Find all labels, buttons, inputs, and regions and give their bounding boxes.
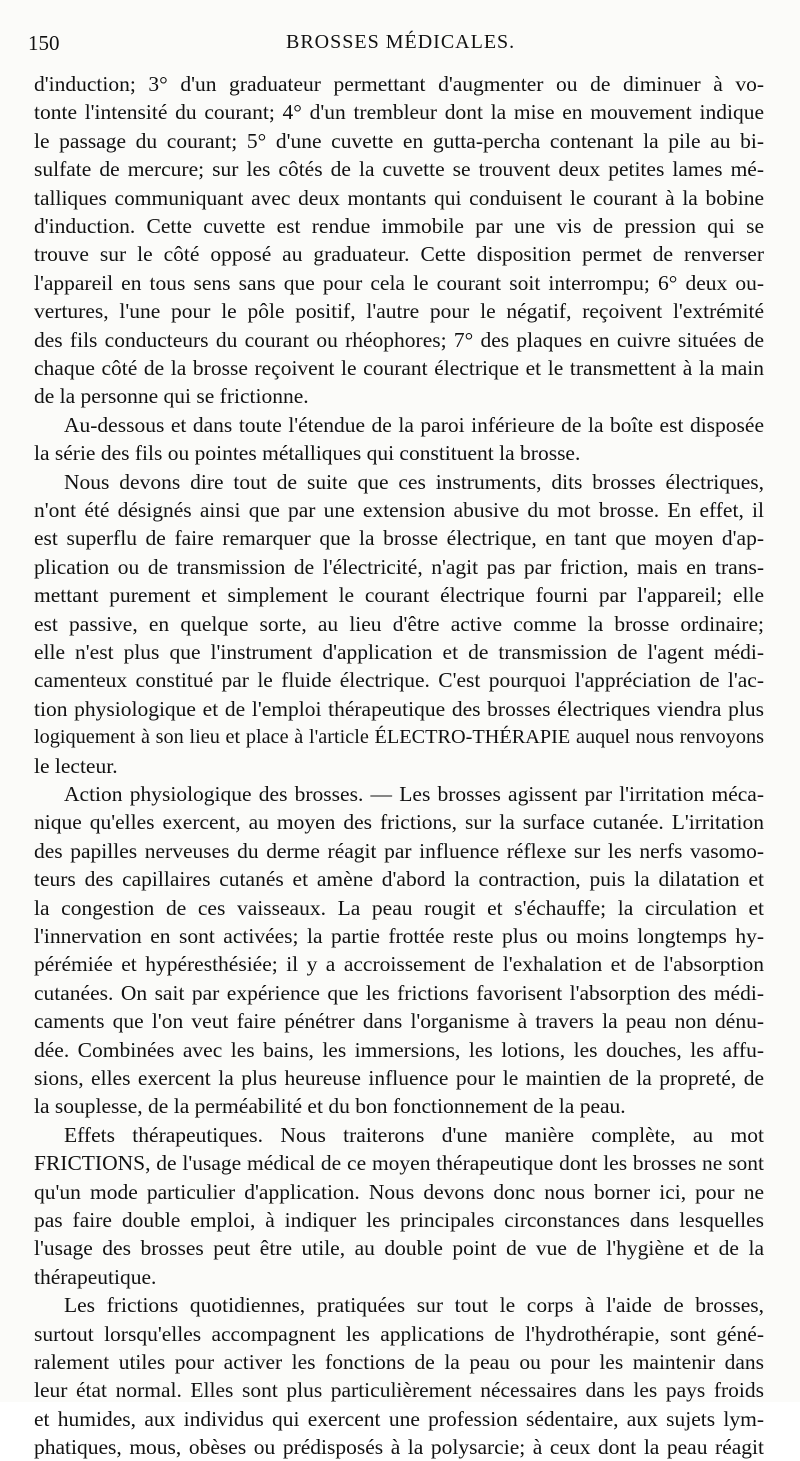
text-line: est superflu de faire remarquer que la brosse électrique, en tant que moyen d'ap- xyxy=(34,526,764,551)
text-line: vertures, l'une pour le pôle positif, l'autre pour le négatif, reçoivent l'extrémité xyxy=(34,299,764,324)
text-line: Effets thérapeutiques. Nous traiterons d'une manière complète, au mot xyxy=(64,1122,764,1147)
text-line: ralement utiles pour activer les fonctions de la peau ou pour les maintenir dans xyxy=(34,1350,764,1374)
text-line: surtout lorsqu'elles accompagnent les applications de l'hydrothérapie, sont géné- xyxy=(34,1321,764,1346)
text-line: pas faire double emploi, à indiquer les principales circonstances dans lesquelles xyxy=(34,1208,764,1232)
text-line: le lecteur. xyxy=(34,753,118,778)
text-line: est passive, en quelque sorte, au lieu d'être active comme la brosse ordinaire; xyxy=(34,611,764,636)
text-line: trouve sur le côté opposé au graduateur. Cette disposition permet de renverser xyxy=(34,242,764,267)
text-line: la série des fils ou pointes métalliques qui constituent la brosse. xyxy=(34,441,581,466)
text-line: logiquement à son lieu et place à l'article ÉLECTRO-THÉRAPIE auquel nous renvoyons xyxy=(34,726,764,749)
text-line: l'usage des brosses peut être utile, au double point de vue de l'hygiène et de la xyxy=(34,1236,764,1261)
running-title: BROSSES MÉDICALES. xyxy=(286,31,516,53)
text-line: Action physiologique des brosses. — Les brosses agissent par l'irritation méca- xyxy=(64,782,764,806)
text-line: de la personne qui se frictionne. xyxy=(34,384,309,409)
page-number: 150 xyxy=(28,31,60,55)
text-line: l'innervation en sont activées; la partie frottée reste plus ou moins longtemps hy- xyxy=(34,924,764,948)
text-line: le passage du courant; 5° d'une cuvette en gutta-percha contenant la pile au bi- xyxy=(34,128,764,153)
text-line: n'ont été désignés ainsi que par une extension abusive du mot brosse. En effet, il xyxy=(34,498,764,522)
text-line: l'appareil en tous sens sans que pour cela le courant soit interrompu; 6° deux ou- xyxy=(34,270,764,295)
text-line: FRICTIONS, de l'usage médical de ce moyen thérapeutique dont les brosses ne sont xyxy=(34,1151,764,1176)
text-line: Au-dessous et dans toute l'étendue de la paroi inférieure de la boîte est disposée xyxy=(64,412,764,437)
text-line: plication ou de transmission de l'électricité, n'agit pas par friction, mais en trans- xyxy=(34,554,764,579)
text-line: et humides, aux individus qui exercent une profession sédentaire, aux sujets lym- xyxy=(34,1406,764,1431)
text-line: la congestion de ces vaisseaux. La peau rougit et s'échauffe; la circulation et xyxy=(34,895,764,920)
text-line: elle n'est plus que l'instrument d'application et de transmission de l'agent médi- xyxy=(34,640,764,664)
text-line: des papilles nerveuses du derme réagit par influence réflexe sur les nerfs vasomo- xyxy=(34,838,764,863)
text-line: thérapeutique. xyxy=(34,1264,157,1289)
text-line: chaque côté de la brosse reçoivent le courant électrique et le transmettent à la main xyxy=(34,356,764,380)
text-line: des fils conducteurs du courant ou rhéophores; 7° des plaques en cuivre situées de xyxy=(34,327,764,352)
text-line: d'induction. Cette cuvette est rendue immobile par une vis de pression qui se xyxy=(34,214,764,238)
text-line: Les frictions quotidiennes, pratiquées sur tout le corps à l'aide de brosses, xyxy=(64,1293,764,1318)
text-line: sulfate de mercure; sur les côtés de la cuvette se trouvent deux petites lames mé- xyxy=(34,157,764,182)
text-line: leur état normal. Elles sont plus particulièrement nécessaires dans les pays froids xyxy=(34,1378,764,1403)
text-line: sions, elles exercent la plus heureuse influence pour le maintien de la propreté, de xyxy=(34,1066,764,1090)
text-line: caments que l'on veut faire pénétrer dans l'organisme à travers la peau non dénu- xyxy=(34,1009,764,1034)
text-line: la souplesse, de la perméabilité et du bon fonctionnement de la peau. xyxy=(34,1094,626,1119)
text-line: Nous devons dire tout de suite que ces instruments, dits brosses électriques, xyxy=(64,469,764,494)
running-header xyxy=(28,31,780,61)
text-line: mettant purement et simplement le courant électrique fourni par l'appareil; elle xyxy=(34,583,764,608)
text-line: tonte l'intensité du courant; 4° d'un trembleur dont la mise en mouvement indique xyxy=(34,100,764,125)
text-line: cutanées. On sait par expérience que les frictions favorisent l'absorption des médi- xyxy=(34,980,764,1005)
text-line: pérémiée et hypéresthésiée; il y a accroissement de l'exhalation et de l'absorption xyxy=(34,952,764,977)
text-line: tion physiologique et de l'emploi thérapeutique des brosses électriques viendra plus xyxy=(34,696,764,721)
text-line: teurs des capillaires cutanés et amène d'abord la contraction, puis la dilatation et xyxy=(34,867,764,892)
text-line: nique qu'elles exercent, au moyen des frictions, sur la surface cutanée. L'irritation xyxy=(34,810,764,835)
text-line: camenteux constitué par le fluide électrique. C'est pourquoi l'appréciation de l'ac- xyxy=(34,668,764,693)
text-line: talliques communiquant avec deux montants qui conduisent le courant à la bobine xyxy=(34,185,764,210)
text-line: qu'un mode particulier d'application. Nous devons donc nous borner ici, pour ne xyxy=(34,1179,764,1204)
text-line: dée. Combinées avec les bains, les immersions, les lotions, les douches, les affu- xyxy=(34,1037,764,1062)
text-line: phatiques, mous, obèses ou prédisposés à la polysarcie; à ceux dont la peau réagit xyxy=(34,1435,764,1460)
text-line: d'induction; 3° d'un graduateur permettant d'augmenter ou de diminuer à vo- xyxy=(34,72,764,96)
